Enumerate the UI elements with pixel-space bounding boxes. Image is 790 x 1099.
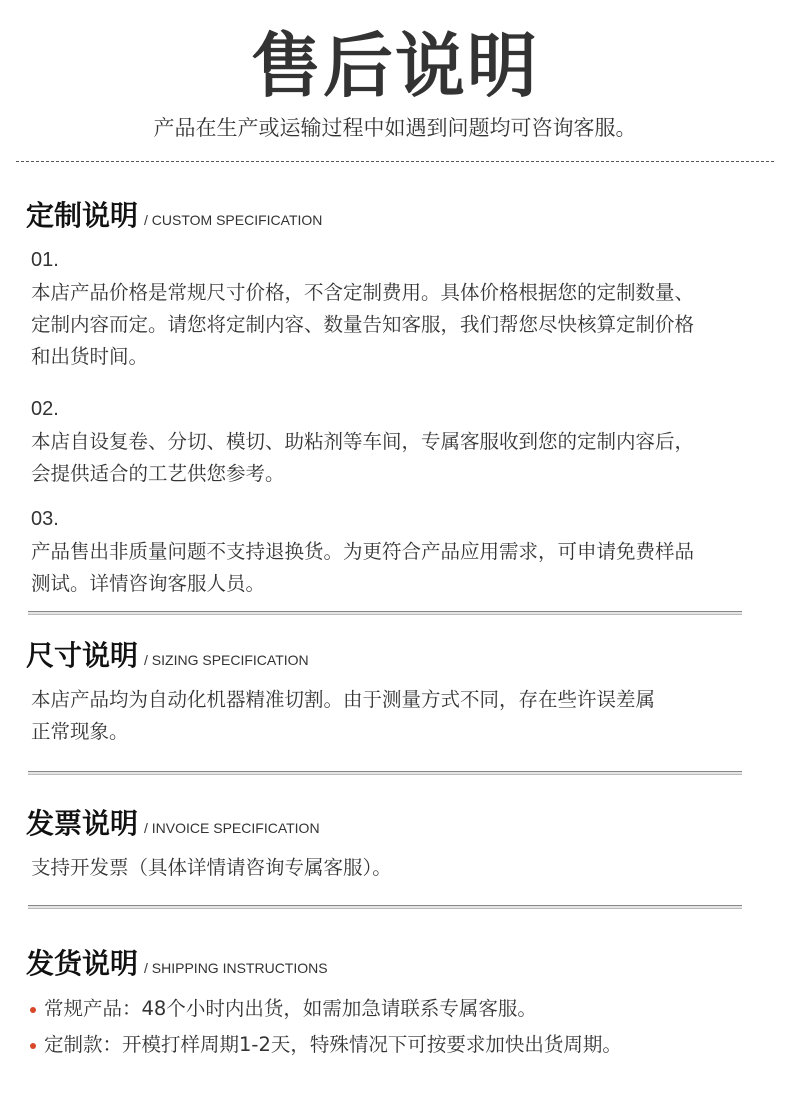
section-title-en: / INVOICE SPECIFICATION [144,820,320,836]
text-line: 正常现象。 [31,720,129,743]
section-header-shipping [26,942,328,982]
section-divider [28,611,742,615]
item-text [31,277,781,373]
section-header-invoice [26,802,320,842]
section-title-cn: 尺寸说明 [26,639,139,672]
bullet-text: 定制款：开模打样周期1-2天，特殊情况下可按要求加快出货周期。 [44,1033,622,1056]
dashed-divider [16,161,774,162]
text-line: 和出货时间。 [31,345,149,368]
item-text [31,426,781,490]
item-text [31,536,781,600]
invoice-text [31,852,781,884]
bullet-dot-icon [30,1043,36,1049]
item-number: 01. [31,249,59,271]
text-line: 本店产品价格是常规尺寸价格，不含定制费用。具体价格根据您的定制数量、 [31,281,695,304]
item-number: 03. [31,508,59,530]
section-header-sizing [26,634,309,674]
bullet-dot-icon [30,1007,36,1013]
section-header-custom [26,194,322,234]
section-title-en: / SHIPPING INSTRUCTIONS [144,960,328,976]
section-title-cn: 发货说明 [26,947,139,980]
section-title-en: / CUSTOM SPECIFICATION [144,212,323,228]
section-divider [28,905,742,909]
text-line: 支持开发票（具体详情请咨询专属客服）。 [31,856,392,879]
page-title: 售后说明 [251,25,539,107]
text-line: 测试。详情咨询客服人员。 [31,572,266,595]
bullet-text: 常规产品：48个小时内出货，如需加急请联系专属客服。 [44,997,537,1020]
text-line: 定制内容而定。请您将定制内容、数量告知客服，我们帮您尽快核算定制价格 [31,313,695,336]
section-title-en: / SIZING SPECIFICATION [144,652,309,668]
sizing-text [31,684,781,748]
section-title-cn: 发票说明 [26,807,139,840]
page-subtitle: 产品在生产或运输过程中如遇到问题均可咨询客服。 [153,116,637,140]
section-title-cn: 定制说明 [26,199,139,232]
text-line: 产品售出非质量问题不支持退换货。为更符合产品应用需求，可申请免费样品 [31,540,695,563]
item-number: 02. [31,398,59,420]
shipping-bullet [30,1029,622,1061]
text-line: 会提供适合的工艺供您参考。 [31,462,285,485]
shipping-bullet [30,993,537,1025]
text-line: 本店产品均为自动化机器精准切割。由于测量方式不同，存在些许误差属 [31,688,656,711]
text-line: 本店自设复卷、分切、模切、助粘剂等车间，专属客服收到您的定制内容后， [31,430,695,453]
section-divider [28,771,742,775]
